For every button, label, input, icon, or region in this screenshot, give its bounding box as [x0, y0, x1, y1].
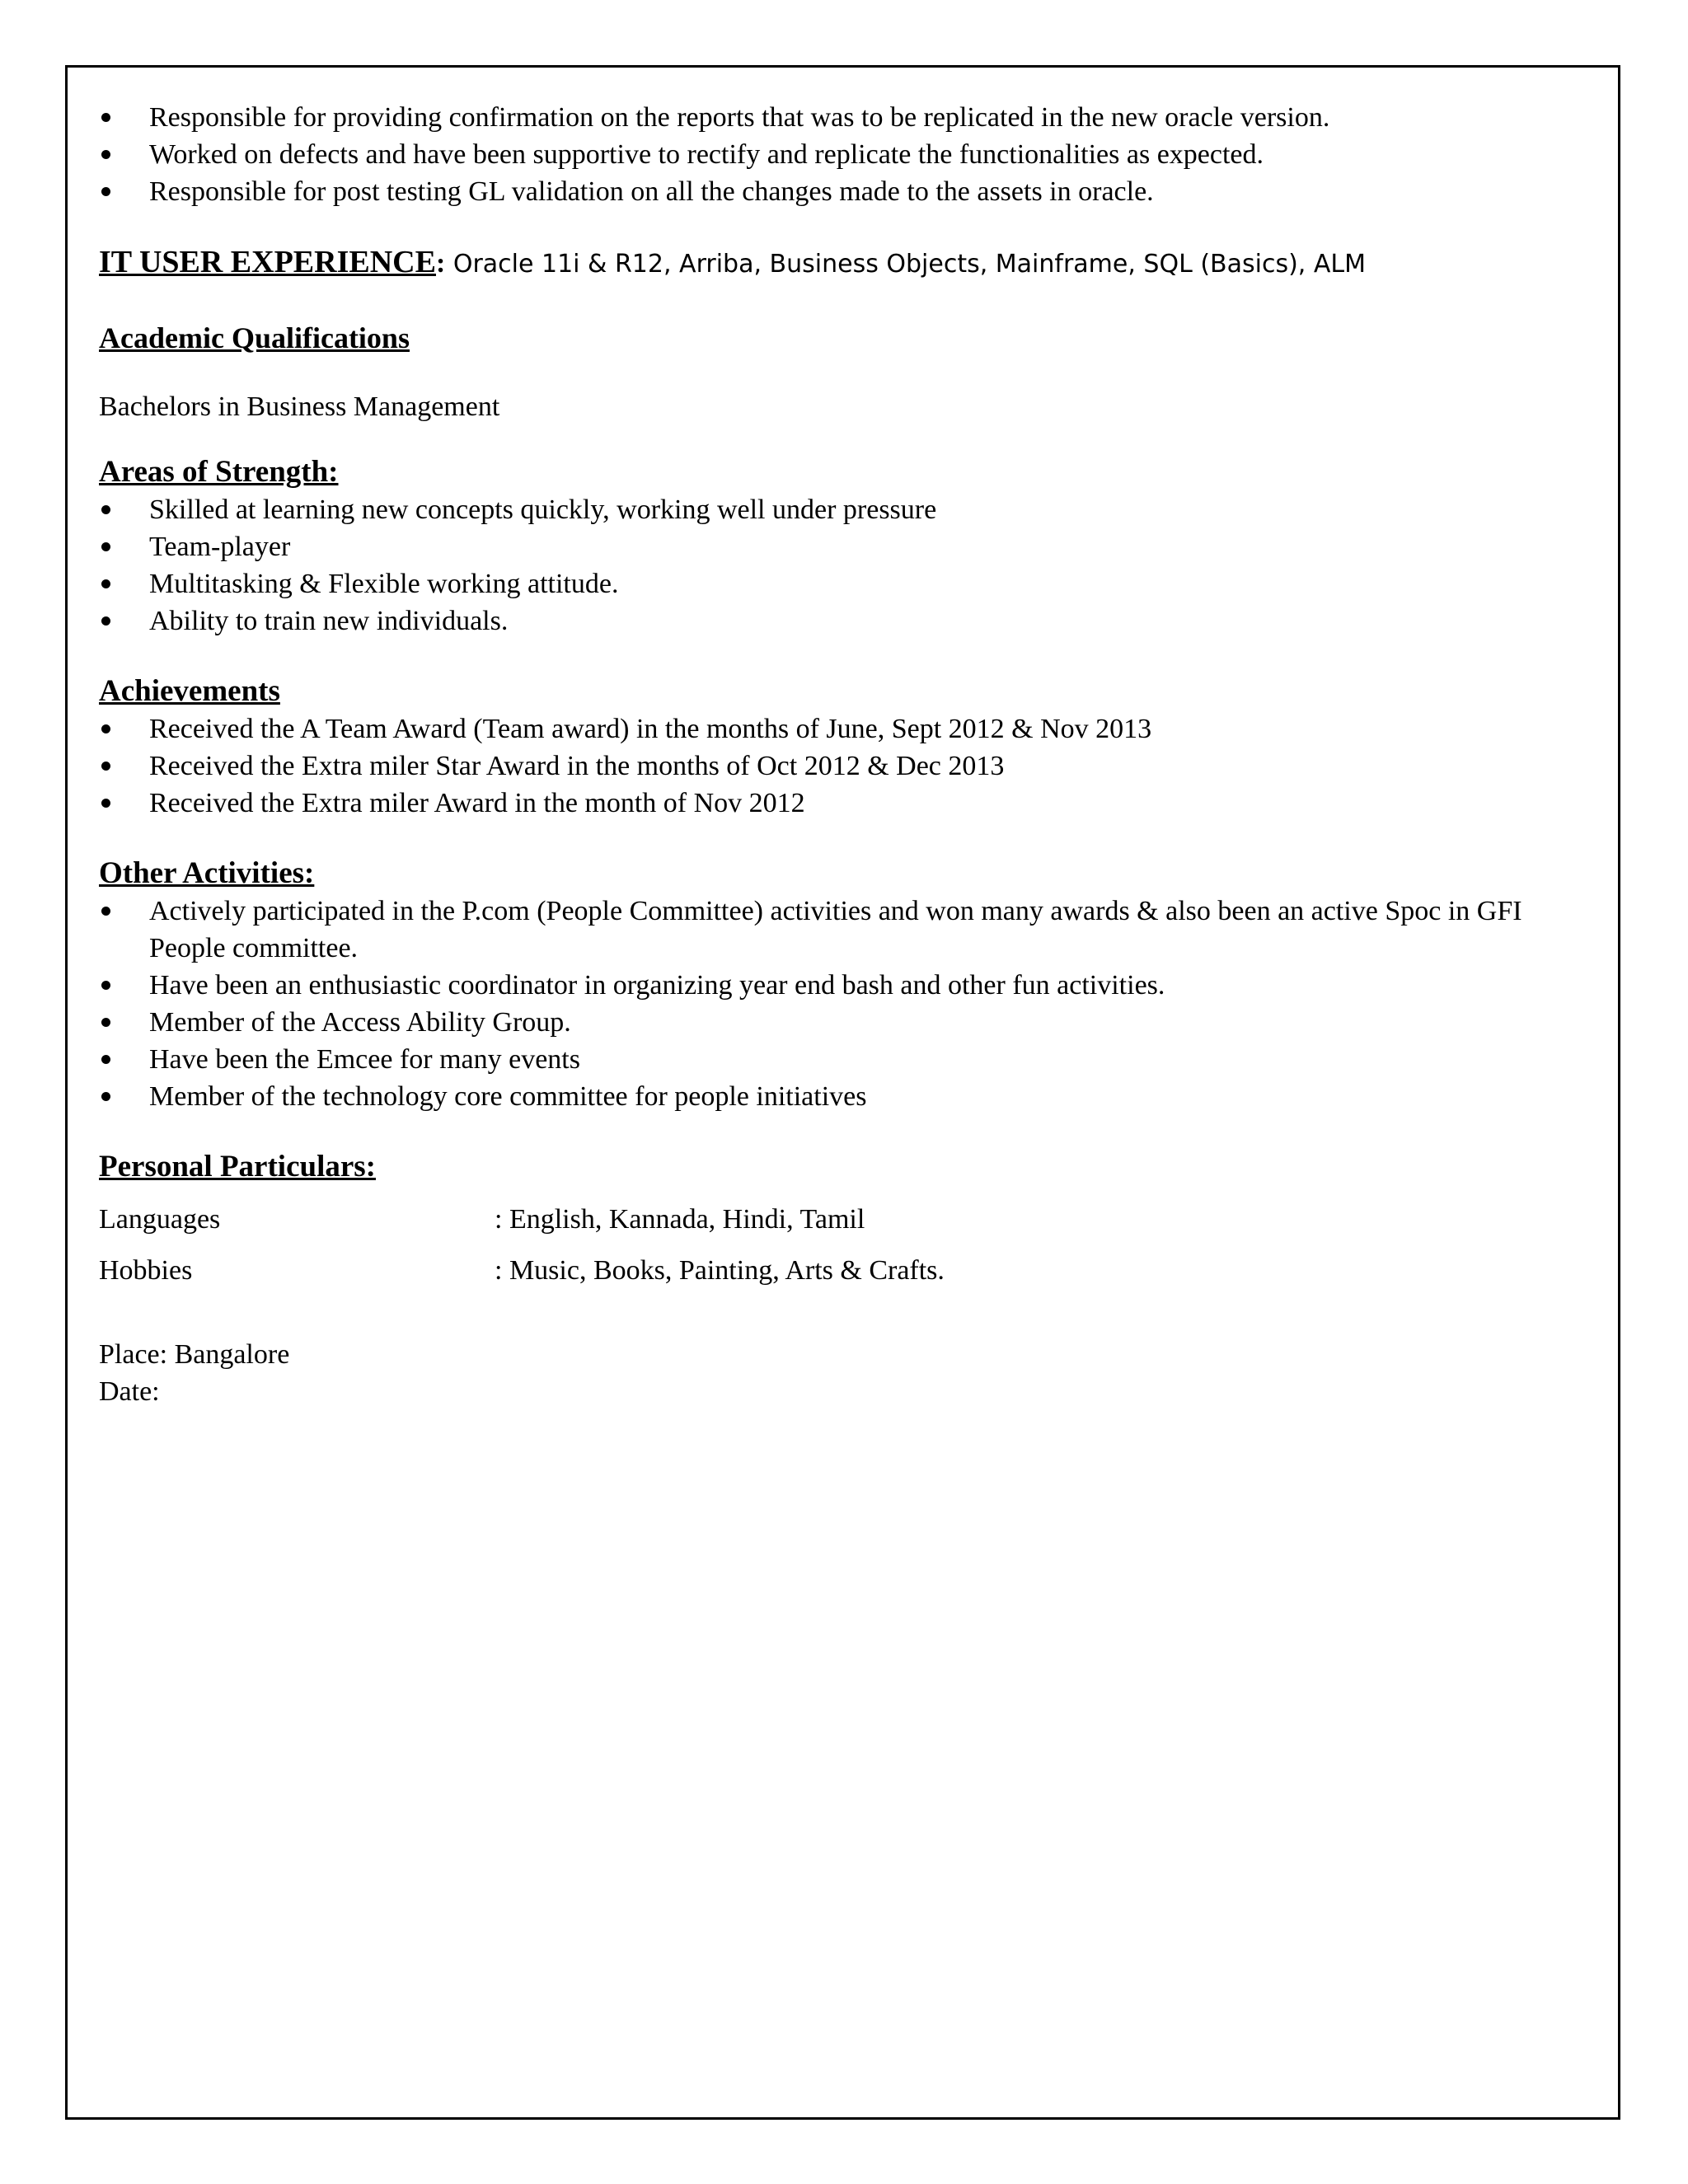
- other-activities-heading: Other Activities:: [99, 856, 315, 890]
- list-item: Actively participated in the P.com (People Committee) activities and won many awards & also been an active Spoc in GFI People committee.: [99, 893, 1566, 967]
- degree-text: Bachelors in Business Management: [99, 391, 500, 422]
- list-item: Have been an enthusiastic coordinator in organizing year end bash and other fun activities.: [99, 967, 1566, 1004]
- list-item: Skilled at learning new concepts quickly, working well under pressure: [99, 491, 1566, 528]
- achievements-heading: Achievements: [99, 674, 280, 708]
- list-item: Member of the Access Ability Group.: [99, 1004, 1566, 1041]
- resume-content: [99, 99, 1566, 1410]
- list-item: Worked on defects and have been supportive to rectify and replicate the functionalities as expected.: [99, 136, 1566, 173]
- other-activities-list: [99, 893, 1566, 1115]
- strengths-heading: Areas of Strength:: [99, 455, 339, 489]
- academic-heading: Academic Qualifications: [99, 321, 410, 354]
- list-item: Have been the Emcee for many events: [99, 1041, 1566, 1078]
- place-text: Place: Bangalore: [99, 1339, 290, 1370]
- list-item: Responsible for post testing GL validation on all the changes made to the assets in oracle.: [99, 173, 1566, 210]
- list-item: Received the A Team Award (Team award) in the months of June, Sept 2012 & Nov 2013: [99, 710, 1566, 748]
- strengths-list: [99, 491, 1566, 640]
- it-experience-line: [99, 243, 1566, 283]
- list-item: Team-player: [99, 528, 1566, 565]
- languages-value: : English, Kannada, Hindi, Tamil: [495, 1204, 865, 1235]
- list-item: Multitasking & Flexible working attitude.: [99, 565, 1566, 602]
- list-item: Received the Extra miler Award in the month of Nov 2012: [99, 785, 1566, 822]
- list-item: Responsible for providing confirmation on the reports that was to be replicated in the new oracle version.: [99, 99, 1566, 136]
- list-item: Member of the technology core committee for people initiatives: [99, 1078, 1566, 1115]
- hobbies-value: : Music, Books, Painting, Arts & Crafts.: [495, 1255, 945, 1286]
- languages-label: Languages: [99, 1204, 221, 1235]
- achievements-list: [99, 710, 1566, 822]
- personal-heading: Personal Particulars:: [99, 1150, 376, 1183]
- personal-particulars-table: [99, 1201, 1566, 1303]
- personal-row-languages: [99, 1201, 1566, 1252]
- it-experience-separator: :: [435, 248, 446, 279]
- list-item: Received the Extra miler Star Award in the months of Oct 2012 & Dec 2013: [99, 748, 1566, 785]
- footer: [99, 1336, 1566, 1410]
- hobbies-label: Hobbies: [99, 1255, 193, 1286]
- it-experience-heading: IT USER EXPERIENCE: [99, 245, 436, 279]
- personal-row-hobbies: [99, 1252, 1566, 1303]
- responsibilities-list: [99, 99, 1566, 210]
- it-experience-value: Oracle 11i & R12, Arriba, Business Objects, Mainframe, SQL (Basics), ALM: [445, 250, 1366, 279]
- list-item: Ability to train new individuals.: [99, 602, 1566, 640]
- date-text: Date:: [99, 1376, 160, 1407]
